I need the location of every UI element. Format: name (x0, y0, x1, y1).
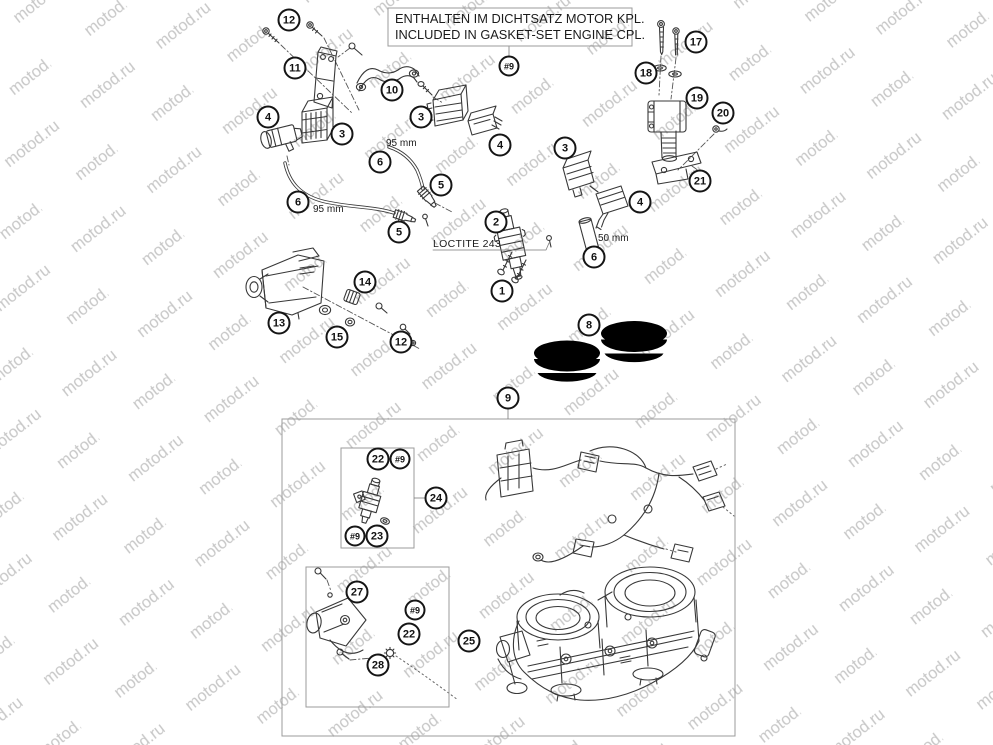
callout-14[interactable] (355, 272, 376, 293)
svg-text:25: 25 (462, 635, 476, 648)
callout-hash9[interactable] (406, 601, 425, 620)
callout-20[interactable] (713, 103, 734, 124)
svg-text:14: 14 (358, 276, 372, 289)
svg-text:6: 6 (590, 251, 598, 264)
svg-text:27: 27 (350, 586, 364, 599)
callout-9[interactable] (498, 388, 519, 409)
svg-text:3: 3 (417, 111, 425, 124)
callout-hash9[interactable] (391, 450, 410, 469)
callout-3[interactable] (332, 124, 353, 145)
label-dowel-length: 50 mm (598, 233, 629, 244)
gasket-note-box (388, 8, 645, 46)
svg-text:4: 4 (264, 111, 272, 124)
callout-10[interactable] (382, 80, 403, 101)
svg-text:11: 11 (289, 62, 301, 75)
callout-3[interactable] (555, 138, 576, 159)
callout-1[interactable] (492, 281, 513, 302)
svg-text:10: 10 (385, 84, 399, 97)
callout-12[interactable] (391, 332, 412, 353)
svg-text:#9: #9 (349, 531, 361, 542)
callout-6[interactable] (288, 192, 309, 213)
svg-text:22: 22 (371, 453, 385, 466)
callout-25[interactable] (459, 631, 480, 652)
svg-text:3: 3 (561, 142, 569, 155)
callout-6[interactable] (584, 247, 605, 268)
callout-23[interactable] (367, 526, 388, 547)
svg-text:#9: #9 (409, 605, 421, 616)
svg-text:4: 4 (496, 139, 504, 152)
svg-text:19: 19 (690, 92, 704, 105)
callout-4[interactable] (630, 192, 651, 213)
callout-19[interactable] (687, 88, 708, 109)
callout-15[interactable] (327, 327, 348, 348)
label-adhesive: LOCTITE 243 (433, 238, 502, 250)
callout-22[interactable] (368, 449, 389, 470)
label-hose-lower-length: 95 mm (313, 204, 344, 215)
svg-text:5: 5 (437, 179, 445, 192)
callout-8[interactable] (579, 315, 600, 336)
callout-27[interactable] (347, 582, 368, 603)
svg-text:1: 1 (498, 285, 506, 298)
svg-text:21: 21 (693, 175, 707, 188)
callout-18[interactable] (636, 63, 657, 84)
svg-text:24: 24 (429, 492, 443, 505)
svg-text:12: 12 (394, 336, 408, 349)
svg-text:#9: #9 (394, 454, 406, 465)
svg-text:6: 6 (294, 196, 302, 209)
note-line-2: INCLUDED IN GASKET-SET ENGINE CPL. (395, 27, 646, 42)
callout-3[interactable] (411, 107, 432, 128)
callout-4[interactable] (490, 135, 511, 156)
callout-2[interactable] (486, 212, 507, 233)
svg-text:20: 20 (716, 107, 730, 120)
callout-13[interactable] (269, 313, 290, 334)
callout-5[interactable] (389, 222, 410, 243)
svg-text:18: 18 (639, 67, 653, 80)
svg-text:28: 28 (371, 659, 385, 672)
svg-text:12: 12 (282, 14, 296, 27)
callout-22[interactable] (399, 624, 420, 645)
label-hose-upper-length: 95 mm (386, 138, 417, 149)
svg-text:9: 9 (504, 392, 512, 405)
note-line-1: ENTHALTEN IM DICHTSATZ MOTOR KPL. (395, 11, 645, 26)
svg-text:17: 17 (689, 36, 703, 49)
svg-text:13: 13 (272, 317, 286, 330)
svg-text:6: 6 (376, 156, 384, 169)
svg-text:4: 4 (636, 196, 644, 209)
callout-11[interactable] (285, 58, 306, 79)
svg-text:15: 15 (330, 331, 344, 344)
svg-text:8: 8 (585, 319, 593, 332)
svg-text:#9: #9 (503, 61, 515, 72)
callout-4[interactable] (258, 107, 279, 128)
callout-17[interactable] (686, 32, 707, 53)
svg-text:5: 5 (395, 226, 403, 239)
callout-12[interactable] (279, 10, 300, 31)
callout-5[interactable] (431, 175, 452, 196)
svg-text:2: 2 (492, 216, 500, 229)
svg-text:23: 23 (370, 530, 384, 543)
callout-hash9[interactable] (500, 57, 519, 76)
svg-text:22: 22 (402, 628, 416, 641)
callout-6[interactable] (370, 152, 391, 173)
svg-text:3: 3 (338, 128, 346, 141)
callout-24[interactable] (426, 488, 447, 509)
callout-28[interactable] (368, 655, 389, 676)
callout-hash9[interactable] (346, 527, 365, 546)
callout-21[interactable] (690, 171, 711, 192)
